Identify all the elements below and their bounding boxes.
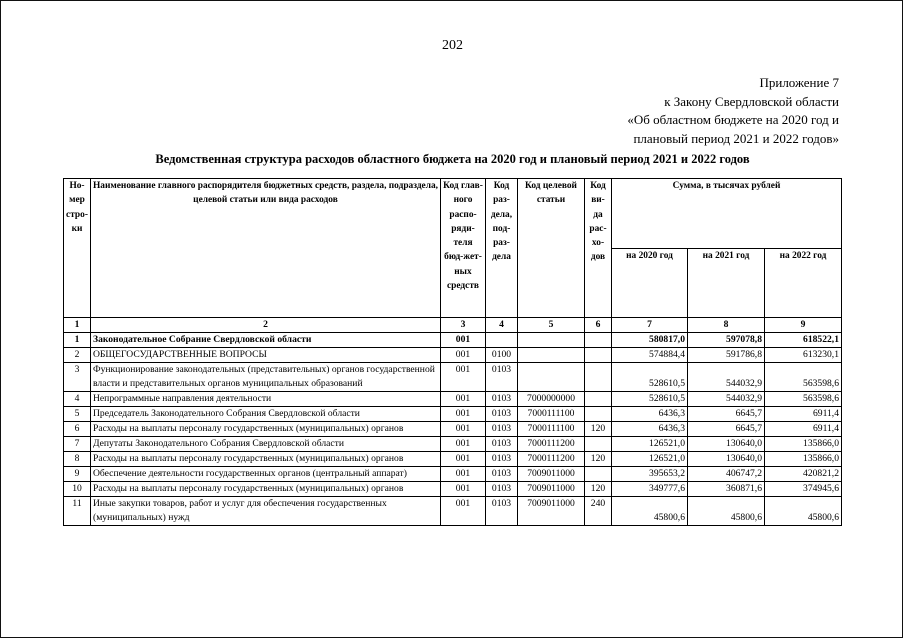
header-type: Код ви-да рас-хо-дов (585, 179, 612, 318)
header-gr: Код глав-ного распо-ряди-теля бюд-жет-ных средств (441, 179, 486, 318)
table-row (64, 422, 842, 437)
row-sum-2020: 580817,0 (612, 333, 688, 348)
row-number: 1 (64, 333, 91, 348)
row-type-code (585, 437, 612, 452)
row-sum-2021: 597078,8 (688, 333, 765, 348)
row-gr-code: 001 (441, 422, 486, 437)
row-section-code: 0103 (486, 437, 518, 452)
header-sum: Сумма, в тысячах рублей (612, 179, 842, 249)
row-type-code (585, 392, 612, 407)
header-2021: на 2021 год (688, 248, 765, 318)
row-sum-2022: 563598,6 (765, 363, 842, 392)
row-name: Законодательное Собрание Свердловской области (91, 333, 441, 348)
column-index: 1 (64, 318, 91, 333)
row-name: Депутаты Законодательного Собрания Свердловской области (91, 437, 441, 452)
row-gr-code: 001 (441, 348, 486, 363)
row-sum-2022: 135866,0 (765, 452, 842, 467)
row-gr-code: 001 (441, 452, 486, 467)
row-section-code: 0103 (486, 407, 518, 422)
row-target-code (518, 348, 585, 363)
row-sum-2022: 374945,6 (765, 482, 842, 497)
row-gr-code: 001 (441, 497, 486, 526)
row-gr-code: 001 (441, 482, 486, 497)
row-type-code (585, 407, 612, 422)
row-gr-code: 001 (441, 333, 486, 348)
column-index: 8 (688, 318, 765, 333)
row-number: 5 (64, 407, 91, 422)
row-target-code: 7000111200 (518, 452, 585, 467)
row-section-code: 0103 (486, 392, 518, 407)
row-sum-2020: 395653,2 (612, 467, 688, 482)
row-sum-2021: 544032,9 (688, 363, 765, 392)
row-target-code: 7000000000 (518, 392, 585, 407)
table-row (64, 497, 842, 526)
row-target-code (518, 363, 585, 392)
row-type-code (585, 363, 612, 392)
row-type-code (585, 467, 612, 482)
row-sum-2022: 613230,1 (765, 348, 842, 363)
header-2020: на 2020 год (612, 248, 688, 318)
row-sum-2021: 406747,2 (688, 467, 765, 482)
column-index: 5 (518, 318, 585, 333)
row-target-code: 7009011000 (518, 467, 585, 482)
appendix-line: «Об областном бюджете на 2020 год и (627, 112, 839, 127)
row-target-code: 7000111200 (518, 437, 585, 452)
column-index-row (64, 318, 842, 333)
appendix-block (627, 74, 839, 148)
row-sum-2020: 349777,6 (612, 482, 688, 497)
row-sum-2020: 45800,6 (612, 497, 688, 526)
header-name: Наименование главного распорядителя бюджетных средств, раздела, подраздела, целевой статьи или вида расходов (91, 179, 441, 318)
row-name: Председатель Законодательного Собрания Свердловской области (91, 407, 441, 422)
row-sum-2020: 126521,0 (612, 452, 688, 467)
appendix-line: Приложение 7 (759, 75, 839, 90)
row-target-code: 7000111100 (518, 407, 585, 422)
row-name: Расходы на выплаты персоналу государственных (муниципальных) органов (91, 482, 441, 497)
row-sum-2022: 618522,1 (765, 333, 842, 348)
row-sum-2022: 6911,4 (765, 422, 842, 437)
row-gr-code: 001 (441, 363, 486, 392)
row-section-code: 0103 (486, 467, 518, 482)
row-number: 2 (64, 348, 91, 363)
row-sum-2021: 591786,8 (688, 348, 765, 363)
table-row (64, 363, 842, 392)
row-number: 6 (64, 422, 91, 437)
row-sum-2022: 135866,0 (765, 437, 842, 452)
row-gr-code: 001 (441, 467, 486, 482)
row-sum-2021: 544032,9 (688, 392, 765, 407)
row-name: Иные закупки товаров, работ и услуг для обеспечения государственных (муниципальных) нужд (91, 497, 441, 526)
table-row (64, 437, 842, 452)
row-target-code: 7009011000 (518, 497, 585, 526)
table-row (64, 392, 842, 407)
row-number: 3 (64, 363, 91, 392)
row-name: ОБЩЕГОСУДАРСТВЕННЫЕ ВОПРОСЫ (91, 348, 441, 363)
row-target-code: 7009011000 (518, 482, 585, 497)
table-row (64, 482, 842, 497)
row-section-code: 0103 (486, 452, 518, 467)
row-type-code (585, 348, 612, 363)
column-index: 2 (91, 318, 441, 333)
table-row (64, 467, 842, 482)
row-type-code: 240 (585, 497, 612, 526)
table-row (64, 348, 842, 363)
row-sum-2021: 45800,6 (688, 497, 765, 526)
table-row (64, 333, 842, 348)
header-num: Но-мер стро-ки (64, 179, 91, 318)
row-sum-2021: 360871,6 (688, 482, 765, 497)
row-section-code: 0103 (486, 363, 518, 392)
row-sum-2020: 574884,4 (612, 348, 688, 363)
row-sum-2022: 420821,2 (765, 467, 842, 482)
page-number: 202 (442, 38, 463, 53)
row-number: 7 (64, 437, 91, 452)
row-sum-2020: 126521,0 (612, 437, 688, 452)
row-name: Непрограммные направления деятельности (91, 392, 441, 407)
row-gr-code: 001 (441, 437, 486, 452)
row-sum-2020: 528610,5 (612, 363, 688, 392)
row-section-code: 0100 (486, 348, 518, 363)
column-index: 6 (585, 318, 612, 333)
column-index: 9 (765, 318, 842, 333)
row-sum-2021: 6645,7 (688, 407, 765, 422)
row-section-code: 0103 (486, 482, 518, 497)
row-gr-code: 001 (441, 407, 486, 422)
column-index: 7 (612, 318, 688, 333)
row-sum-2022: 45800,6 (765, 497, 842, 526)
header-target: Код целевой статьи (518, 179, 585, 318)
row-type-code: 120 (585, 482, 612, 497)
row-name: Расходы на выплаты персоналу государственных (муниципальных) органов (91, 452, 441, 467)
document-title: Ведомственная структура расходов областного бюджета на 2020 год и плановый период 2021 и 2022 годов (155, 152, 750, 166)
header-2022: на 2022 год (765, 248, 842, 318)
row-sum-2020: 6436,3 (612, 422, 688, 437)
row-name: Обеспечение деятельности государственных органов (центральный аппарат) (91, 467, 441, 482)
appendix-line: плановый период 2021 и 2022 годов» (633, 130, 839, 146)
appendix-line: к Закону Свердловской области (664, 93, 839, 109)
column-index: 4 (486, 318, 518, 333)
row-sum-2021: 130640,0 (688, 437, 765, 452)
row-sum-2020: 528610,5 (612, 392, 688, 407)
row-number: 9 (64, 467, 91, 482)
budget-table (63, 178, 842, 526)
row-sum-2022: 563598,6 (765, 392, 842, 407)
column-index: 3 (441, 318, 486, 333)
header-section: Код раз-дела, под-раз-дела (486, 179, 518, 318)
row-sum-2021: 130640,0 (688, 452, 765, 467)
row-target-code: 7000111100 (518, 422, 585, 437)
row-sum-2021: 6645,7 (688, 422, 765, 437)
row-sum-2022: 6911,4 (765, 407, 842, 422)
row-sum-2020: 6436,3 (612, 407, 688, 422)
table-row (64, 407, 842, 422)
row-number: 11 (64, 497, 91, 526)
row-number: 10 (64, 482, 91, 497)
table-row (64, 452, 842, 467)
row-number: 4 (64, 392, 91, 407)
row-type-code: 120 (585, 452, 612, 467)
row-gr-code: 001 (441, 392, 486, 407)
row-name: Функционирование законодательных (представительных) органов государственной власти и представительных органов муниципальных образований (91, 363, 441, 392)
row-section-code: 0103 (486, 422, 518, 437)
row-type-code: 120 (585, 422, 612, 437)
row-name: Расходы на выплаты персоналу государственных (муниципальных) органов (91, 422, 441, 437)
row-type-code (585, 333, 612, 348)
row-section-code (486, 333, 518, 348)
row-section-code: 0103 (486, 497, 518, 526)
row-number: 8 (64, 452, 91, 467)
row-target-code (518, 333, 585, 348)
